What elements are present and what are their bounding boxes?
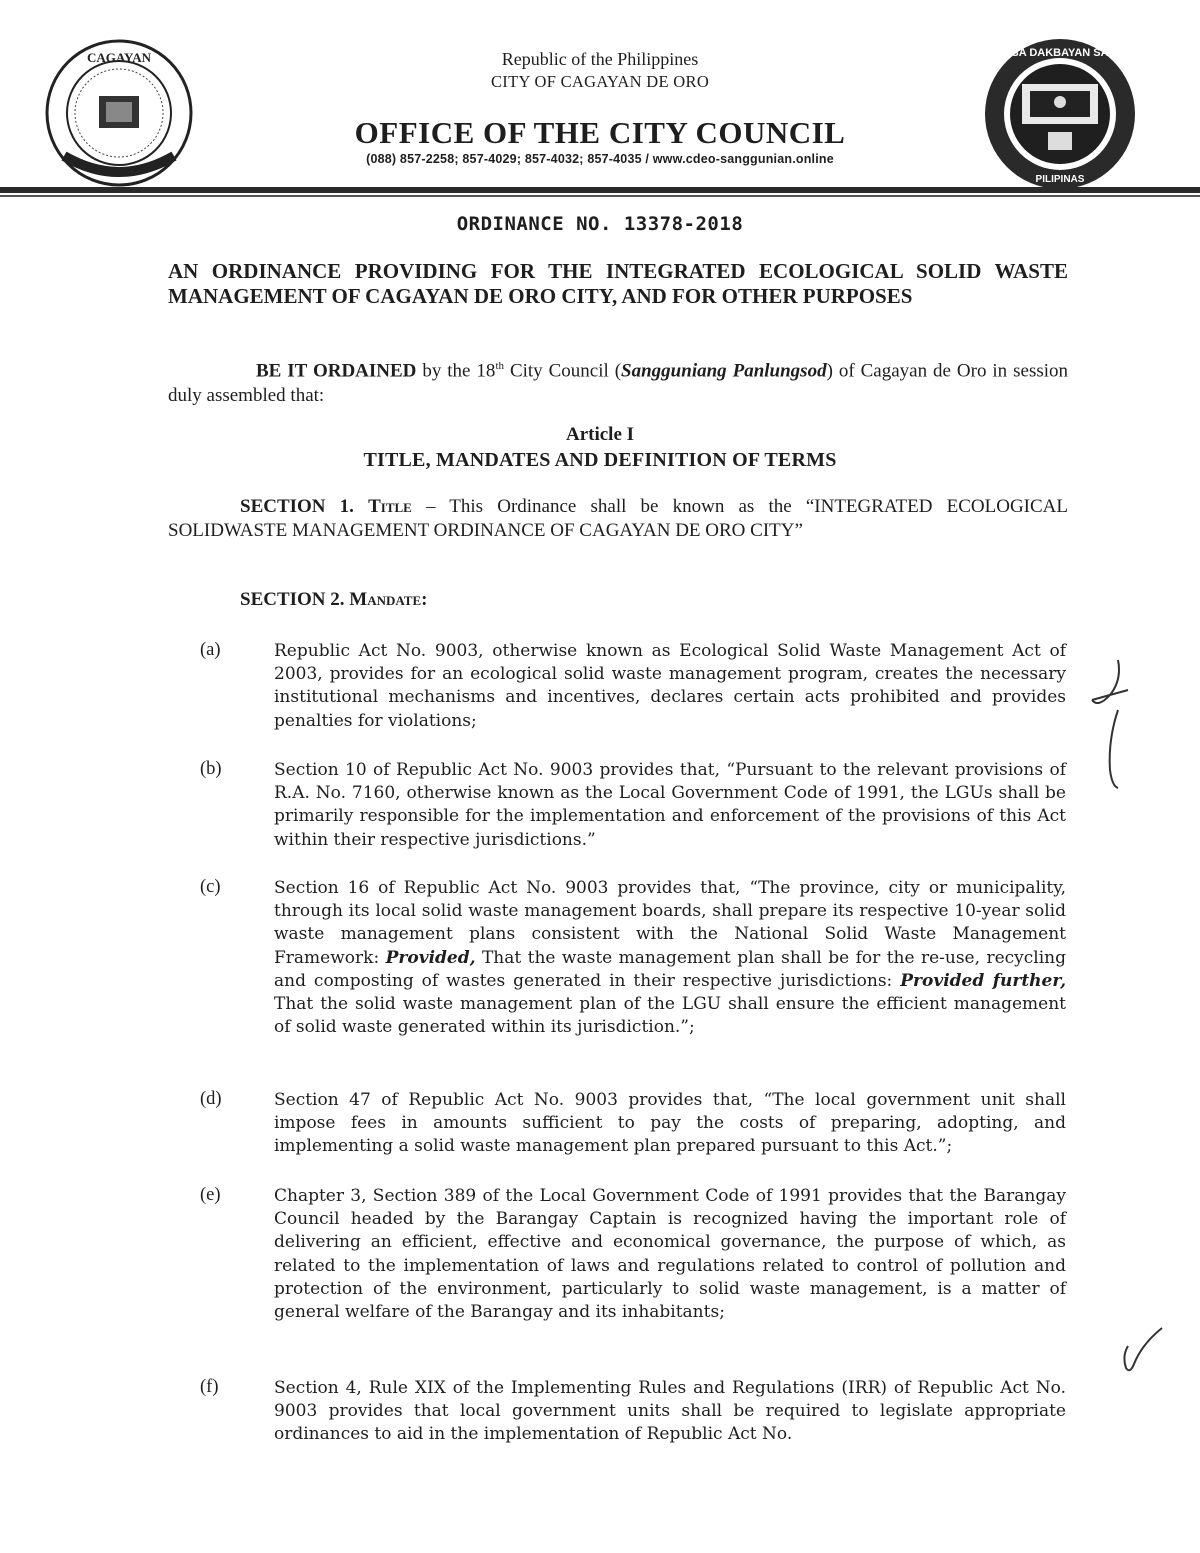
header-divider (0, 187, 1200, 193)
item-f-label: (f) (200, 1377, 219, 1397)
item-a-label: (a) (200, 640, 221, 660)
item-c-text-3: That the solid waste management plan of the LGU shall ensure the efficient management of solid waste generated within its jurisdiction.”; (274, 994, 1066, 1038)
ordinance-number: ORDINANCE NO. 13378-2018 (456, 213, 744, 235)
handwritten-check-mark (1112, 1320, 1172, 1380)
item-c-text (274, 877, 1066, 1039)
item-c-text-2: That the waste management plan shall be for the re-use, recycling and composting of wastes generated in their respective jurisdictions: (274, 947, 1066, 991)
item-d-text: Section 47 of Republic Act No. 9003 provides that, “The local government unit shall impose fees in amounts sufficient to pay the costs of preparing, adopting, and implementing a solid waste management plan prepared pursuant to this Act.”; (274, 1090, 1066, 1157)
header-office: OFFICE OF THE CITY COUNCIL (354, 115, 846, 150)
ordained-italic: Sangguniang Panlungsod (621, 360, 827, 382)
ordained-sup: th (495, 360, 504, 372)
item-a-text: Republic Act No. 9003, otherwise known as Ecological Solid Waste Management Act of 2003, provides for an ecological solid waste management program, creates the necessary institutional mechanisms and incentives, declares certain acts prohibited and provides penalties for violations; (274, 641, 1066, 731)
section-2-name: Mandate: (349, 589, 428, 610)
article-label: Article I (565, 424, 635, 445)
svg-text:PILIPINAS: PILIPINAS (1035, 174, 1085, 185)
ordained-lead: BE IT ORDAINED (256, 360, 417, 382)
svg-text:SA DAKBAYAN SA: SA DAKBAYAN SA (1011, 47, 1109, 59)
ordained-clause (168, 354, 1068, 408)
section-1-name: Title (368, 496, 412, 517)
section-1-lead: SECTION 1. (240, 496, 369, 517)
handwritten-initial-mark (1088, 650, 1148, 800)
item-c-italic-1: Provided, (385, 947, 476, 968)
item-c-italic-2: Provided further, (900, 970, 1066, 991)
item-b-label: (b) (200, 759, 222, 779)
item-b-text: Section 10 of Republic Act No. 9003 provides that, “Pursuant to the relevant provisions of R.A. No. 7160, otherwise known as the Local Government Code of 1991, the LGUs shall be primarily responsible for the implementation and enforcement of the provisions of this Act within their respective jurisdictions.” (274, 760, 1066, 850)
item-c-label: (c) (200, 877, 221, 897)
ordained-part2: City Council ( (504, 360, 622, 382)
section-2-heading (240, 589, 427, 611)
header-republic: Republic of the Philippines (501, 49, 699, 69)
header-divider-thin (0, 195, 1200, 197)
svg-text:CAGAYAN: CAGAYAN (86, 50, 152, 65)
ordained-part3: ) of Cagayan de Oro in session duly assembled that: (168, 360, 1069, 407)
section-1 (168, 495, 1068, 543)
item-d-label: (d) (200, 1089, 222, 1109)
item-e-label: (e) (200, 1185, 221, 1205)
section-1-text: – This Ordinance shall be known as the “INTEGRATED ECOLOGICAL SOLIDWASTE MANAGEMENT ORDINANCE OF CAGAYAN DE ORO CITY” (168, 496, 1069, 541)
item-e-text: Chapter 3, Section 389 of the Local Government Code of 1991 provides that the Barangay Council headed by the Barangay Captain is recognized having the important role of delivering an efficient, effective and economical governance, the purpose of which, as related to the implementation of laws and regulations related to control of pollution and protection of the environment, particularly to solid waste management, is a matter of general welfare of the Barangay and its inhabitants; (274, 1186, 1066, 1323)
header-city: CITY OF CAGAYAN DE ORO (490, 72, 710, 91)
ordinance-title: AN ORDINANCE PROVIDING FOR THE INTEGRATED ECOLOGICAL SOLID WASTE MANAGEMENT OF CAGAYAN DE ORO CITY, AND FOR OTHER PURPOSES (168, 259, 1068, 308)
section-2-lead: SECTION 2. (240, 589, 350, 610)
ordained-part1: by the 18 (416, 360, 496, 382)
item-c-text-1: Section 16 of Republic Act No. 9003 provides that, “The province, city or municipality, through its local solid waste management boards, shall prepare its respective 10-year solid waste management plans consistent with the National Solid Waste Management Framework: (274, 878, 1066, 968)
article-title: TITLE, MANDATES AND DEFINITION OF TERMS (363, 449, 837, 471)
item-f-text: Section 4, Rule XIX of the Implementing Rules and Regulations (IRR) of Republic Act No. 9003 provides that local government units shall be required to legislate appropriate ordinances to aid in the implementation of Republic Act No. (274, 1378, 1066, 1445)
header-contact: (088) 857-2258; 857-4029; 857-4032; 857-4035 / www.cdeo-sanggunian.online (366, 152, 834, 166)
